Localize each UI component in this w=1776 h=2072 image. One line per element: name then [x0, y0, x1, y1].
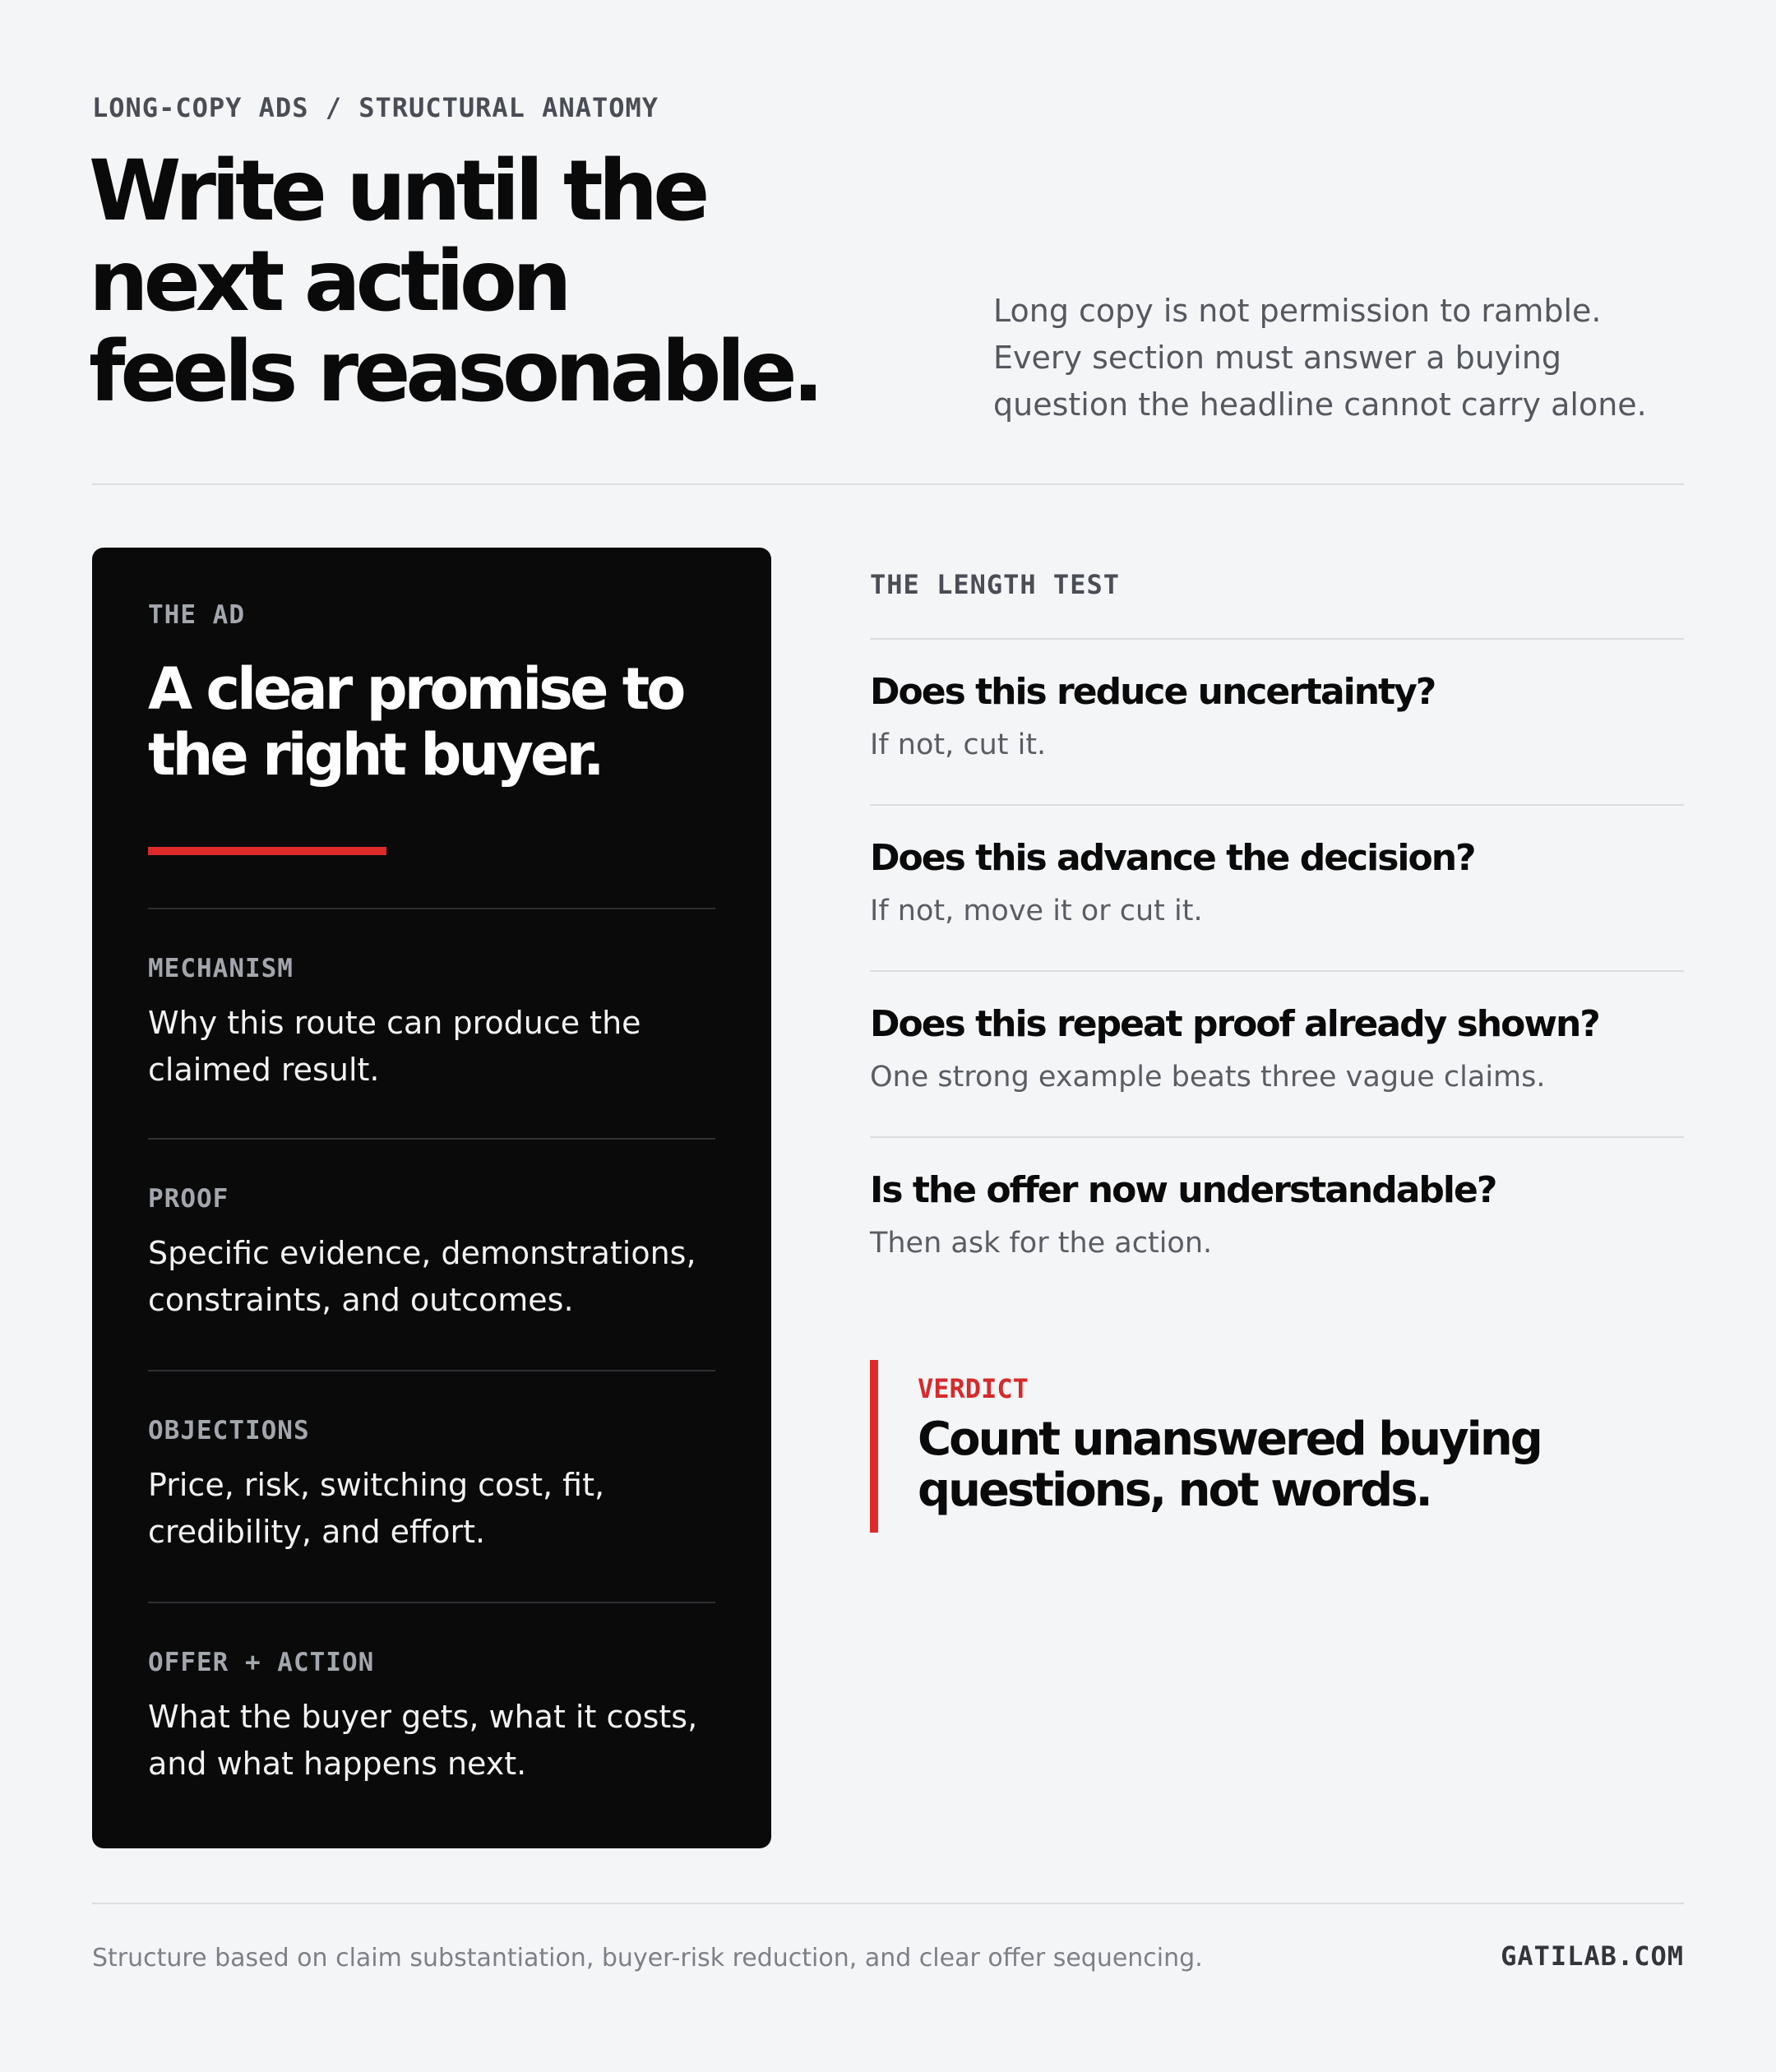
section-label: OBJECTIONS — [148, 1416, 310, 1445]
section-body-line: claimed result. — [148, 1052, 380, 1088]
ad-section-mechanism — [148, 908, 715, 1088]
intro-line: question the headline cannot carry alone. — [993, 386, 1647, 423]
top-divider — [92, 483, 1684, 485]
section-body-line: constraints, and outcomes. — [148, 1282, 574, 1318]
length-test-item — [870, 638, 1684, 802]
test-answer: If not, cut it. — [870, 728, 1047, 761]
footnote: Structure based on claim substantiation, buyer-risk reduction, and clear offer sequencing. — [92, 1944, 1203, 1973]
bottom-divider — [92, 1903, 1684, 1904]
length-test-label: THE LENGTH TEST — [870, 569, 1120, 600]
section-body — [148, 1230, 715, 1324]
ad-section-objections — [148, 1370, 715, 1550]
headline-line: next action — [89, 233, 567, 331]
page-title — [89, 142, 960, 421]
ad-title-line: A clear promise to — [148, 655, 683, 723]
test-question: Does this reduce uncertainty? — [870, 671, 1436, 713]
verdict-line: Count unanswered buying — [918, 1413, 1541, 1466]
length-test-item — [870, 970, 1684, 1135]
length-test-item — [870, 1136, 1684, 1301]
eyebrow: LONG-COPY ADS / STRUCTURAL ANATOMY — [92, 92, 659, 123]
test-answer: If not, move it or cut it. — [870, 895, 1203, 927]
intro-text — [993, 288, 1700, 428]
section-body-line: Specific evidence, demonstrations, — [148, 1235, 696, 1271]
ad-title-line: the right buyer. — [148, 721, 602, 789]
headline-line: Write until the — [89, 142, 705, 240]
test-question: Is the offer now understandable? — [870, 1169, 1496, 1211]
test-answer: Then ask for the action. — [870, 1227, 1213, 1260]
ad-section-proof — [148, 1138, 715, 1318]
test-question: Does this repeat proof already shown? — [870, 1003, 1599, 1045]
accent-bar — [148, 847, 386, 855]
intro-line: Every section must answer a buying — [993, 340, 1562, 376]
ad-card — [92, 548, 771, 1848]
section-body — [148, 1462, 715, 1556]
site-url[interactable]: GATILAB.COM — [1501, 1940, 1684, 1972]
section-label: OFFER + ACTION — [148, 1648, 375, 1677]
section-body-line: What the buyer gets, what it costs, — [148, 1699, 698, 1735]
verdict-block — [870, 1360, 1684, 1533]
verdict-text — [918, 1414, 1641, 1516]
ad-card-title — [148, 656, 724, 788]
ad-section-offer-action — [148, 1602, 715, 1782]
ad-card-label: THE AD — [148, 600, 245, 630]
intro-line: Long copy is not permission to ramble. — [993, 293, 1602, 329]
section-label: MECHANISM — [148, 954, 294, 983]
verdict-label: VERDICT — [918, 1373, 1029, 1404]
test-answer: One strong example beats three vague claims. — [870, 1061, 1546, 1094]
section-body-line: and what happens next. — [148, 1746, 527, 1782]
section-body — [148, 1000, 715, 1094]
section-body-line: Price, risk, switching cost, fit, — [148, 1467, 605, 1503]
headline-line: feels reasonable. — [89, 323, 820, 421]
test-question: Does this advance the decision? — [870, 837, 1475, 879]
section-body-line: credibility, and effort. — [148, 1514, 486, 1550]
section-body — [148, 1694, 715, 1788]
section-label: PROOF — [148, 1184, 229, 1214]
length-test-item — [870, 804, 1684, 969]
section-body-line: Why this route can produce the — [148, 1005, 641, 1041]
verdict-line: questions, not words. — [918, 1464, 1431, 1517]
